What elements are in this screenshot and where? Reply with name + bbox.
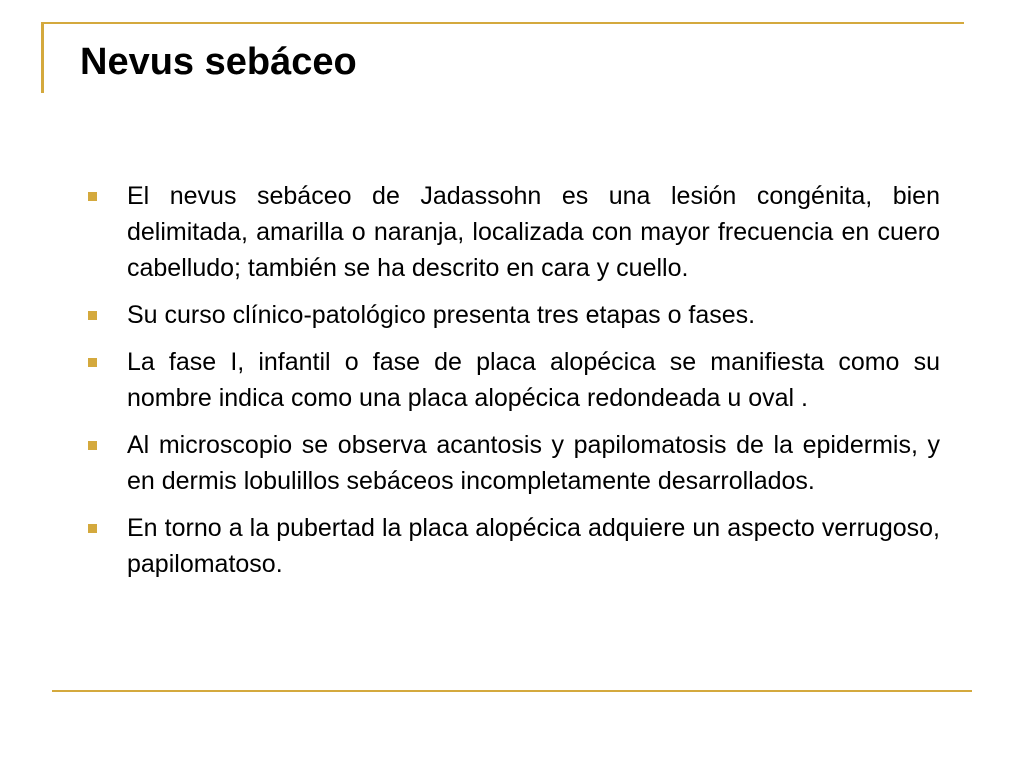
bullet-text: Al microscopio se observa acantosis y papilomatosis de la epidermis, y en dermis lobulillos sebáceos incompletamente desarrollados.	[127, 431, 940, 495]
bullet-text: Su curso clínico-patológico presenta tres etapas o fases.	[127, 301, 756, 329]
square-bullet-icon	[88, 524, 97, 533]
frame-bottom-rule	[52, 690, 972, 692]
frame-top-rule	[42, 22, 964, 24]
bullet-item	[84, 427, 940, 499]
bullet-item	[84, 510, 940, 582]
bullet-item	[84, 344, 940, 416]
bullet-item	[84, 178, 940, 286]
slide-title: Nevus sebáceo	[80, 41, 357, 83]
square-bullet-icon	[88, 358, 97, 367]
square-bullet-icon	[88, 311, 97, 320]
square-bullet-icon	[88, 441, 97, 450]
square-bullet-icon	[88, 192, 97, 201]
frame-left-rule	[41, 22, 44, 93]
bullet-text: La fase I, infantil o fase de placa alopécica se manifiesta como su nombre indica como una placa alopécica redondeada u oval .	[127, 348, 940, 412]
bullet-text: El nevus sebáceo de Jadassohn es una lesión congénita, bien delimitada, amarilla o naranja, localizada con mayor frecuencia en cuero cabelludo; también se ha descrito en cara y cuello.	[127, 182, 940, 282]
bullet-item	[84, 297, 940, 333]
bullet-text: En torno a la pubertad la placa alopécica adquiere un aspecto verrugoso, papilomatoso.	[127, 514, 940, 578]
bullet-list	[84, 178, 940, 593]
